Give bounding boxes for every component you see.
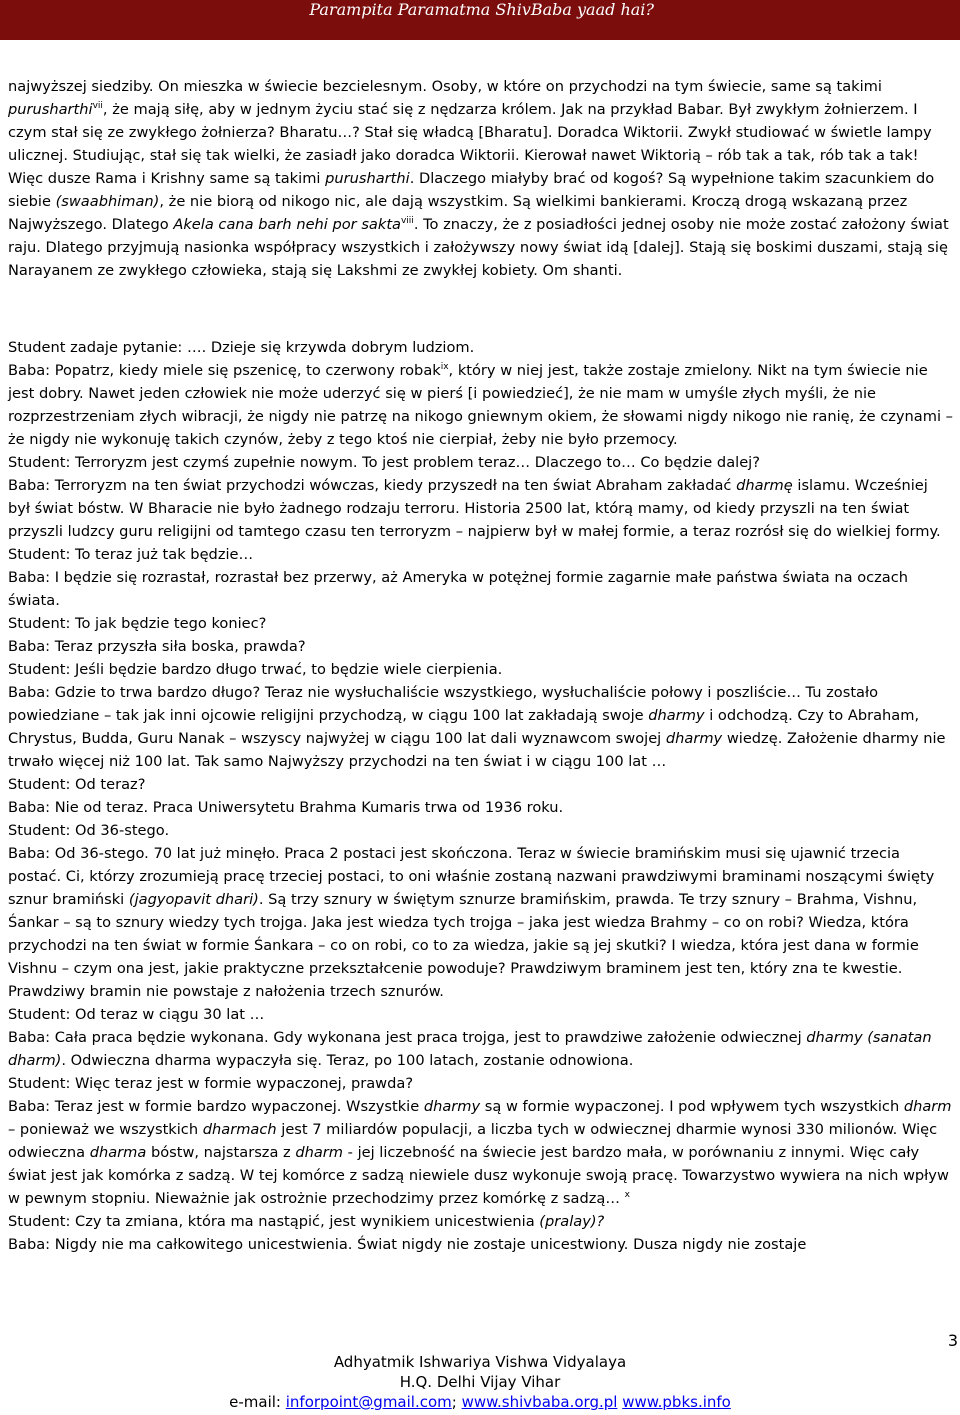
dialogue-line bbox=[8, 681, 953, 773]
dialogue-line: Baba: I będzie się rozrastał, rozrastał bez przerwy, aż Ameryka w potężnej formie zagarnie małe państwa świata na oczach świata. bbox=[8, 569, 909, 609]
dialogue-line: Student: Więc teraz jest w formie wypaczonej, prawda? bbox=[8, 1075, 414, 1092]
italic-term: (swaabhiman) bbox=[55, 193, 160, 210]
italic-term: purusharthi bbox=[325, 170, 410, 187]
text-run: Student: Czy ta zmiana, która ma nastąpić, jest wynikiem unicestwienia bbox=[8, 1213, 540, 1230]
dialogue-line: Student: To teraz już tak będzie… bbox=[8, 546, 254, 563]
dialogue-line: Baba: Nigdy nie ma całkowitego unicestwienia. Świat nigdy nie zostaje unicestwiony. Dusza nigdy nie zostaje bbox=[8, 1236, 807, 1253]
dialogue-line bbox=[8, 359, 953, 451]
italic-term: dharmy (sanatan dharm) bbox=[8, 1029, 932, 1069]
document-body bbox=[8, 75, 953, 1256]
text-run: Baba: Popatrz, kiedy miele się pszenicę, to czerwony robak bbox=[8, 362, 441, 379]
text-run: wiedzę. Założenie dharmy nie trwało więcej niż 100 lat. Tak samo Najwyższy przychodzi na ten świat i w ciągu 100 lat … bbox=[8, 730, 946, 770]
italic-term: dharmy bbox=[423, 1098, 481, 1115]
italic-term: (jagyopavit dhari) bbox=[128, 891, 259, 908]
footnote-ref: ix bbox=[440, 362, 449, 373]
text-run: – ponieważ we wszystkich bbox=[8, 1121, 203, 1138]
italic-term: (pralay)? bbox=[539, 1213, 605, 1230]
italic-term: Akela cana barh nehi por sakta bbox=[173, 216, 401, 233]
text-run: Baba: Gdzie to trwa bardzo długo? Teraz nie wysłuchaliście wszystkiego, wysłuchaliście połowy i poszliście… Tu zostało powiedziane – tak jak inni ojcowie religijni przychodzą, w ciągu 100 lat zakładają swoje bbox=[8, 684, 879, 724]
text-run: bóstw, najstarsza z bbox=[146, 1144, 296, 1161]
text-run: . Są trzy sznury w świętym sznurze bramińskim, prawda. Te trzy sznury – Brahma, Vishnu, Śankar – są to sznury wiedzy tych trojga. Jaka jest wiedza tych trojga – jaka jest wiedza Brahmy – co on robi? Wiedza, która przychodzi na ten świat w formie Śankara – co on robi, co to za wiedza, jakie są jej skutki? I wiedza, która jest dana w formie Vishnu – czym ona jest, jakie praktyczne przekształcenie powoduje? Prawdziwym braminem jest ten, który zna te kwestie. Prawdziwy bramin nie powstaje z nałożenia trzech sznurów. bbox=[8, 891, 919, 1000]
italic-term: dharmę bbox=[736, 477, 793, 494]
text-run: jest 7 miliardów populacji, a liczba tych w odwiecznej dharmie wynosi 330 milionów. Więc odwieczna bbox=[8, 1121, 938, 1161]
italic-term: dharma bbox=[89, 1144, 147, 1161]
text-run: . Odwieczna dharma wypaczyła się. Teraz, po 100 latach, zostanie odnowiona. bbox=[61, 1052, 634, 1069]
dialogue-line: Student: To jak będzie tego koniec? bbox=[8, 615, 267, 632]
paragraph-gap bbox=[8, 282, 953, 336]
dialogue-line: Student: Terroryzm jest czymś zupełnie nowym. To jest problem teraz… Dlaczego to… Co będzie dalej? bbox=[8, 454, 760, 471]
dialogue-line bbox=[8, 1210, 953, 1233]
footer-address: H.Q. Delhi Vijay Vihar bbox=[399, 1373, 561, 1391]
dialogue-line: Student zadaje pytanie: …. Dzieje się krzywda dobrym ludziom. bbox=[8, 339, 475, 356]
intro-paragraph bbox=[8, 75, 953, 282]
dialogue-line: Student: Od teraz? bbox=[8, 776, 146, 793]
text-run: - jej liczebność na świecie jest bardzo mała, w porównaniu z innymi. Więc cały świat jest jak komórka z sadzą. W tej komórce z sadzą niewiele dusz wykonuje swoją pracę. Towarzystwo wywiera na nich wpływ w pewnym stopniu. Nieważnie jak ostrożnie przechodzimy przez komórkę z sadzą… bbox=[8, 1144, 949, 1207]
footnote-ref: vii bbox=[92, 101, 103, 112]
text-run: . To znaczy, że z posiadłości jednej osoby nie może zostać założony świat raju. Dlatego przyjmują nasionka współpracy wszystkich i założywszy nowy świat idą [dalej]. Stają się boskimi duszami, stają się Narayanem ze zwykłego człowieka, stają się Lakshmi ze zwykłej kobiety. Om shanti. bbox=[8, 216, 949, 279]
footer bbox=[0, 1352, 960, 1412]
dialogue-line bbox=[8, 842, 953, 1003]
separator: ; bbox=[451, 1393, 462, 1411]
website-link-pbks[interactable]: www.pbks.info bbox=[622, 1393, 731, 1411]
italic-term: dharmy bbox=[648, 707, 705, 724]
text-run: , że mają siłę, aby w jednym życiu stać się z nędzarza królem. Jak na przykład Babar. Był zwykłym żołnierzem. I czym stał się ze zwykłego żołnierza? Bharatu…? Stał się władcą [Bharatu]. Doradca Wiktorii. Zwykł studiować w świetle lampy ulicznej. Studiując, stał się tak wielki, że zasiadł jako doradca Wiktorii. Kierował nawet Wiktorią – rób tak a tak, rób tak a tak! Więc dusze Rama i Krishny same są takimi bbox=[8, 101, 932, 187]
text-run: Baba: Teraz jest w formie bardzo wypaczonej. Wszystkie bbox=[8, 1098, 424, 1115]
dialogue-line: Student: Od teraz w ciągu 30 lat … bbox=[8, 1006, 265, 1023]
email-label: e-mail: bbox=[229, 1393, 286, 1411]
text-run: islamu. Wcześniej był świat bóstw. W Bharacie nie było żadnego rodzaju terroru. Historia 2500 lat, którą mamy, od kiedy przyszli na ten świat przyszli ludzcy guru religijni od tamtego czasu ten terroryzm – najpierw był w małej formie, a teraz rozrósł się do wielkiej formy. bbox=[8, 477, 941, 540]
page-number: 3 bbox=[947, 1331, 958, 1350]
email-link[interactable]: inforpoint@gmail.com bbox=[285, 1393, 452, 1411]
text-run: Baba: Terroryzm na ten świat przychodzi wówczas, kiedy przyszedł na ten świat Abraham zakładać bbox=[8, 477, 737, 494]
footnote-ref: x bbox=[624, 1190, 630, 1201]
dialogue-line bbox=[8, 474, 953, 543]
text-run: . Dlaczego miałyby brać od kogoś? Są wypełnione takim szacunkiem do siebie bbox=[8, 170, 935, 210]
dialogue-line bbox=[8, 1026, 953, 1072]
italic-term: dharmach bbox=[202, 1121, 277, 1138]
website-link-shivbaba[interactable]: www.shivbaba.org.pl bbox=[461, 1393, 618, 1411]
text-run: najwyższej siedziby. On mieszka w świecie bezcielesnym. Osoby, w które on przychodzi na tym świecie, same są takimi bbox=[8, 78, 882, 95]
dialogue-line: Baba: Teraz przyszła siła boska, prawda? bbox=[8, 638, 306, 655]
footer-org: Adhyatmik Ishwariya Vishwa Vidyalaya bbox=[333, 1353, 627, 1371]
text-run: , który w niej jest, także zostaje zmielony. Nikt na tym świecie nie jest dobry. Nawet jeden człowiek nie może uderzyć się w pierś [i powiedzieć], że nie mam w umyśle złych myśli, że nie rozprzestrzeniam złych wibracji, że nigdy nie patrzę na nikogo gniewnym okiem, że słowami nigdy nikogo nie ranię, że czynami – że nigdy nie wykonuję takich czynów, żeby z tego ktoś nie cierpiał, żeby nie było przemocy. bbox=[8, 362, 953, 448]
text-run: i odchodzą. Czy to Abraham, Chrystus, Budda, Guru Nanak – wszyscy najwyżej w ciągu 100 lat dali wyznawcom swojej bbox=[8, 707, 920, 747]
italic-term: dharm bbox=[295, 1144, 344, 1161]
dialogue-line bbox=[8, 1095, 953, 1210]
footnote-ref: viii bbox=[400, 216, 414, 227]
italic-term: dharm bbox=[903, 1098, 952, 1115]
text-run: Baba: Od 36-stego. 70 lat już minęło. Praca 2 postaci jest skończona. Teraz w świecie bramińskim musi się ujawnić trzecia postać. Ci, którzy zrozumieją pracę trzeciej postaci, to oni właśnie zostaną nazwani prawdziwymi braminami noszącymi święty sznur bramiński bbox=[8, 845, 935, 908]
header-banner bbox=[0, 0, 960, 40]
text-run: są w formie wypaczonej. I pod wpływem tych wszystkich bbox=[480, 1098, 904, 1115]
italic-term: purusharthi bbox=[8, 101, 93, 118]
header-title: Parampita Paramatma ShivBaba yaad hai? bbox=[309, 0, 654, 19]
dialogue-line: Baba: Nie od teraz. Praca Uniwersytetu Brahma Kumaris trwa od 1936 roku. bbox=[8, 799, 564, 816]
text-run: , że nie biorą od nikogo nic, ale dają wszystkim. Są wielkimi bankierami. Kroczą drogą wskazaną przez Najwyższego. Dlatego bbox=[8, 193, 908, 233]
text-run: Baba: Cała praca będzie wykonana. Gdy wykonana jest praca trojga, jest to prawdziwe założenie odwiecznej bbox=[8, 1029, 807, 1046]
italic-term: dharmy bbox=[665, 730, 723, 747]
footer-contact bbox=[0, 1392, 960, 1412]
dialogue-line: Student: Od 36-stego. bbox=[8, 822, 170, 839]
dialogue-line: Student: Jeśli będzie bardzo długo trwać, to będzie wiele cierpienia. bbox=[8, 661, 503, 678]
